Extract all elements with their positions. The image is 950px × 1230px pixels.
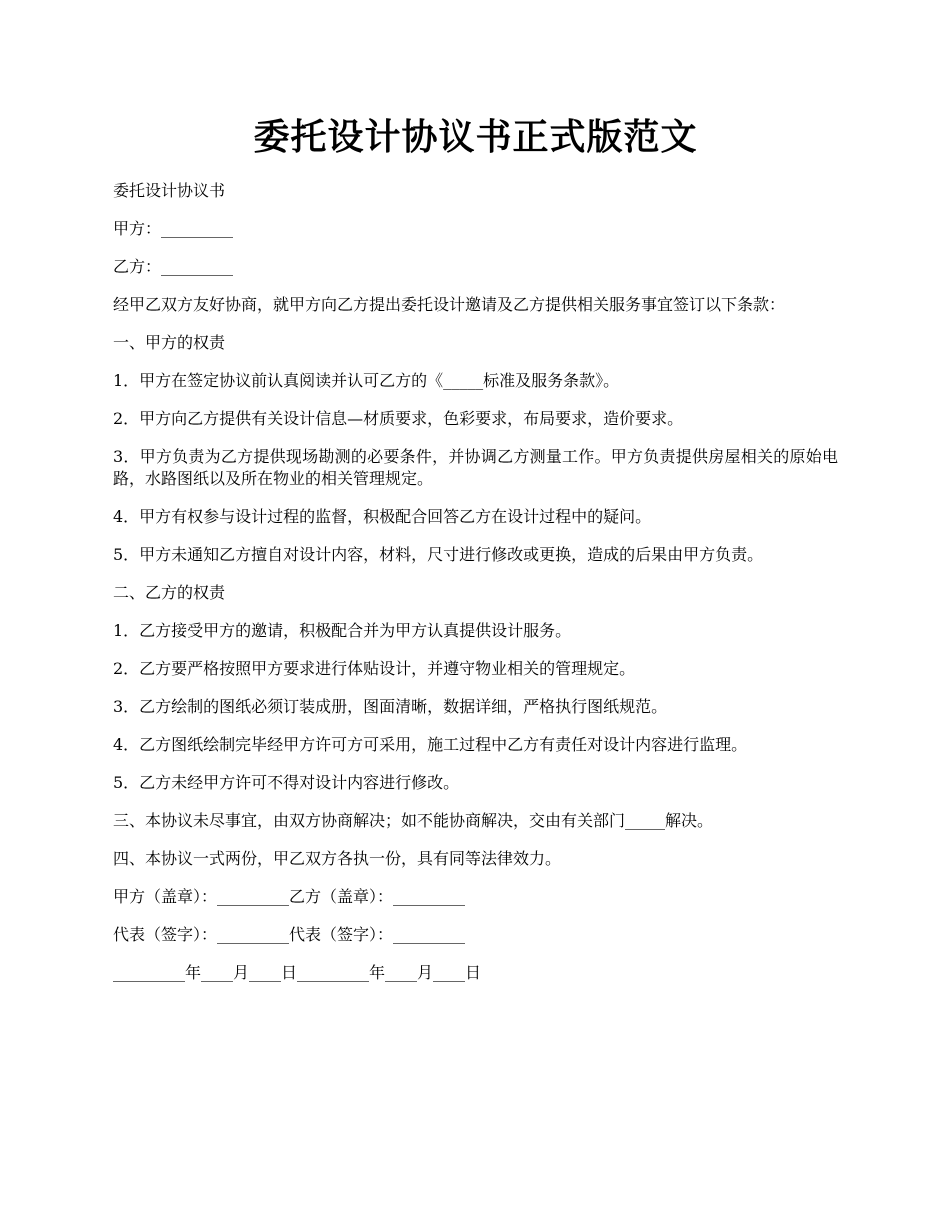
party-b-clause-5: 5．乙方未经甲方许可不得对设计内容进行修改。 <box>113 773 460 792</box>
party-a-clause-4: 4．甲方有权参与设计过程的监督，积极配合回答乙方在设计过程中的疑问。 <box>113 507 652 526</box>
party-b-clause-2: 2．乙方要严格按照甲方要求进行体贴设计，并遵守物业相关的管理规定。 <box>113 659 636 678</box>
party-b-clause-1: 1．乙方接受甲方的邀请，积极配合并为甲方认真提供设计服务。 <box>113 621 572 640</box>
party-a-line: 甲方：_________ <box>113 219 234 238</box>
doc-heading: 委托设计协议书 <box>113 181 226 200</box>
party-b-line: 乙方：_________ <box>113 257 234 276</box>
party-b-clause-4: 4．乙方图纸绘制完毕经甲方许可方可采用，施工过程中乙方有责任对设计内容进行监理。 <box>113 735 748 754</box>
party-b-clause-3: 3．乙方绘制的图纸必须订装成册，图面清晰，数据详细，严格执行图纸规范。 <box>113 697 668 716</box>
party-a-clause-5: 5．甲方未通知乙方擅自对设计内容，材料，尺寸进行修改或更换，造成的后果由甲方负责。 <box>113 545 764 564</box>
party-a-clause-2: 2．甲方向乙方提供有关设计信息—材质要求，色彩要求，布局要求，造价要求。 <box>113 409 684 428</box>
preamble: 经甲乙双方友好协商，就甲方向乙方提出委托设计邀请及乙方提供相关服务事宜签订以下条款： <box>113 295 786 314</box>
document-title: 委托设计协议书正式版范文 <box>253 116 698 158</box>
date-line: _________年____月____日_________年____月____日 <box>113 963 482 982</box>
section-four: 四、本协议一式两份，甲乙双方各执一份，具有同等法律效力。 <box>113 849 562 868</box>
seal-line: 甲方（盖章）：_________乙方（盖章）：_________ <box>113 887 466 906</box>
signature-line: 代表（签字）：_________代表（签字）：_________ <box>113 925 466 944</box>
party-a-clause-3: 3．甲方负责为乙方提供现场勘测的必要条件，并协调乙方测量工作。甲方负责提供房屋相关的原始电路，水路图纸以及所在物业的相关管理规定。 <box>113 447 838 488</box>
party-a-clause-1: 1．甲方在签定协议前认真阅读并认可乙方的《_____标准及服务条款》。 <box>113 371 620 390</box>
section-heading-party-b: 二、乙方的权责 <box>113 583 226 602</box>
section-three: 三、本协议未尽事宜，由双方协商解决；如不能协商解决，交由有关部门_____解决。 <box>113 811 714 830</box>
document-body <box>113 180 838 984</box>
section-heading-party-a: 一、甲方的权责 <box>113 333 226 352</box>
